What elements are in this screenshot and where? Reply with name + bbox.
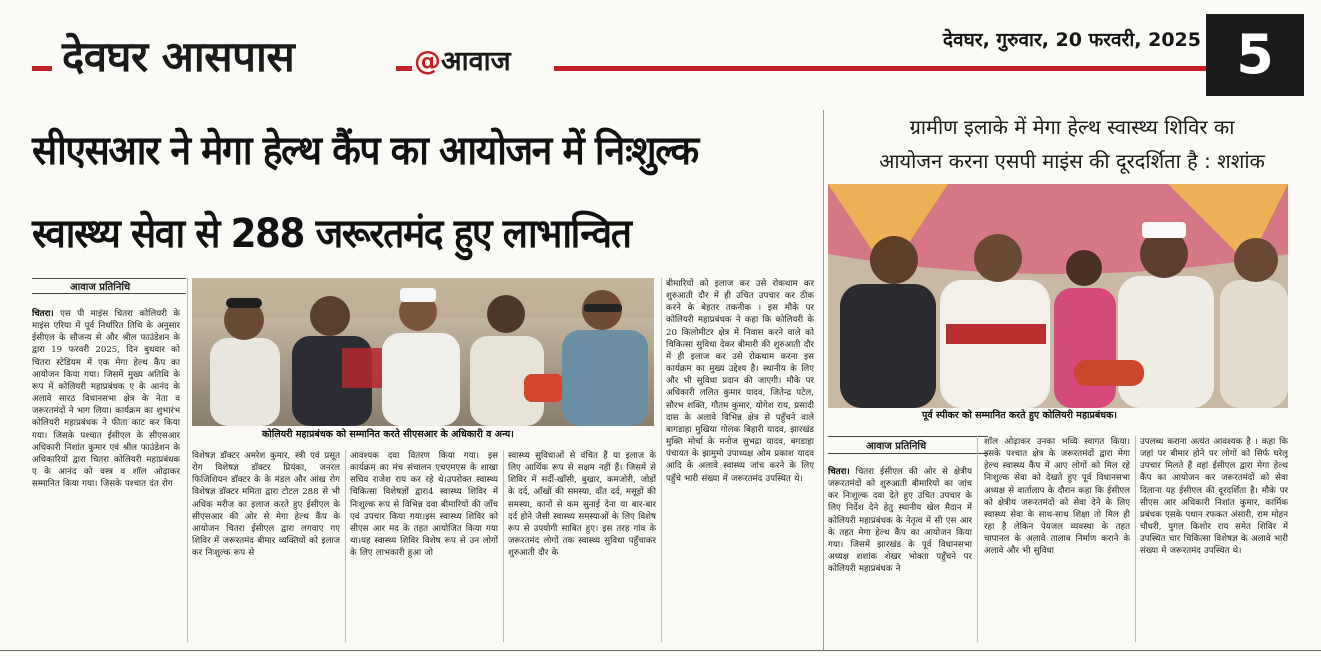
second-photo <box>828 184 1288 408</box>
brand-at: @ <box>414 46 441 77</box>
brand-logo <box>414 42 511 82</box>
second-story-col3 <box>1140 436 1288 642</box>
second-dateline: चितरा। <box>828 467 850 477</box>
main-headline-line2: स्वास्थ्य सेवा से 288 जरूरतमंद हुए लाभान्वित <box>32 211 631 257</box>
col-rule <box>1135 436 1136 642</box>
main-headline <box>32 110 767 276</box>
second-byline: आवाज प्रतिनिधि <box>866 441 927 452</box>
main-story-col3 <box>350 450 498 642</box>
col-rule <box>977 436 978 642</box>
main-headline-line1: सीएसआर ने मेगा हेल्थ कैंप का आयोजन में निःशुल्क <box>32 128 698 174</box>
main-story-col4 <box>508 450 656 642</box>
byline-rule-bottom <box>32 293 186 294</box>
second-col1-text: चितरा ईसीएल की ओर से क्षेत्रीय जरूरतमंदों को शुरुआती बीमारियों का जांच कर निःशुल्क दवा देते हुए उचित उपचार के लिए निर्देश देने हेतु स्थानीय खेल मैदान में कोलियरी महाप्रबंधक के नेतृत्व में सी एस आर के तहत मेगा हेल्थ कैंप का आयोजन किया गया। जिसमें झारखंड के पूर्व विधानसभा अध्यक्ष शशांक शेखर भोक्ता पहुँचने पर कोलियरी महाप्रबंधक ने <box>828 467 972 575</box>
main-photo-caption: कोलियरी महाप्रबंधक को सम्मानित करते सीएसआर के अधिकारी व अन्य। <box>262 429 514 440</box>
main-col1-text: एस पी माइंस चितरा कोलियरी के माइंस एरिया में पूर्व निर्धारित तिथि के अनुसार ईसीएल के सौजन्य से और श्रील फाउंडेशन के द्वारा 19 फरवरी 2025, दिन बुधवार को चितरा स्टेडियम में एक मेगा हेल्थ कैंप का आयोजन किया गया। जिसमें मुख्य अतिथि के रूप में कोलियरी महाप्रबंधक ए के आनंद के अलावे सारठ विधानसभा क्षेत्र के नेता व जरूरतमंदों ने भाग लिया। कार्यक्रम का शुभारंभ कोलियरी महाप्रबंधक ने फीता काट कर किया गया। जिसके पश्चात ईसीएल के सीएसआर अधिकारी निशांत कुमार एवं श्रील फाउंडेशन के अधिकारियों द्वारा चितरा कोलियरी महाप्रबंधक ए के आनंद को वस्त्र व शॉल ओढ़ाकर सम्मानित किया गया। जिसके पश्चात दंत रोग <box>32 309 180 490</box>
page-number: 5 <box>1206 14 1304 96</box>
main-dateline: चितरा। <box>32 309 54 319</box>
main-col4-text: स्वास्थ्य सुविधाओं से वंचित हैं या इलाज के लिए आर्थिक रूप से सक्षम नहीं हैं। जिसमें से शिविर में सर्दी-खाँसी, बुखार, कमजोरी, जोड़ों के दर्द, आँखों की समस्या, दाँत दर्द, मसूड़ों की समस्या, कानों से कम सुनाई देना या बार-बार दर्द होने जैसी स्वास्थ्य समस्याओं के लिए विशेष रूप से उपयोगी साबित हुए। इस तरह गांव के जरूरतमंद लोगों तक स्वास्थ्य सुविधा पहुँचाकर शुरुआती दौर के <box>508 451 656 559</box>
second-headline <box>832 110 1312 178</box>
second-col3-text: उपलब्ध कराना अत्यंत आवश्यक है । कहा कि जहां पर बीमार होने पर लोगों को सिर्फ घरेलू उपचार मिलते हैं वहां ईसीएल द्वारा मेगा हेल्थ कैंप का आयोजन कर जरूरतमंदों को सेवा दिलाना यह ईसीएल की दूरदर्शिता है। मौके पर सीएस आर अधिकारी निशांत कुमार, कार्मिक प्रबंधक एसके पधान रफकत अंसारी, राम मोहन चौधरी, युगल किशोर राय समेत शिविर में उपस्थित चार चिकित्सा विशेषज्ञ के अलावे भारी संख्या में जरूरतमंद उपस्थित थे। <box>1140 437 1288 557</box>
dateline: देवघर, गुरुवार, 20 फरवरी, 2025 <box>942 29 1201 51</box>
main-story-col2 <box>192 450 340 642</box>
header-rule <box>554 66 1206 71</box>
main-col2-text: विशेषज्ञ डॉक्टर अमरेश कुमार, स्त्री एवं प्रसूत रोग विशेषज्ञ डॉक्टर प्रियंका, जनरल फिजिशियन डॉक्टर के के मंडल और आंख रोग विशेषज्ञ डॉक्टर ममिता द्वारा टोटल 288 से भी अधिक मरीज का इलाज करते हुए ईसीएल के सीएसआर की ओर से मेगा हेल्थ कैंप के आयोजन चितरा ईसीएल द्वारा लगवाए गए शिविर में जरूरतमंद बीमार व्यक्तियों को इलाज कर निःशुल्क रूप से <box>192 451 340 559</box>
byline-rule-bottom <box>828 453 988 454</box>
main-story-col1 <box>32 308 180 642</box>
second-story-col1 <box>828 466 972 642</box>
col-rule <box>345 450 346 642</box>
second-headline-line1: ग्रामीण इलाके में मेगा हेल्थ स्वास्थ्य शिविर का <box>909 115 1235 139</box>
col-rule <box>503 450 504 642</box>
second-photo-caption: पूर्व स्पीकर को सम्मानित करते हुए कोलियरी महाप्रबंधक। <box>922 410 1118 421</box>
main-photo-scene <box>192 278 654 426</box>
section-title: देवघर आसपास <box>62 32 295 81</box>
second-headline-line2: आयोजन करना एसपी माइंस की दूरदर्शिता है : शशांक <box>879 149 1265 173</box>
main-col3-text: आवश्यक दवा वितरण किया गया। इस कार्यक्रम का मंच संचालन एचएमएस के शाखा सचिव राजेश राय कर रहे थे।उपरोक्त स्वास्थ्य चिकित्सा विशेषज्ञों द्वारा4 स्वास्थ्य शिविर में निःशुल्क रूप से विभिन्न दवा बीमारियों की जाँच एवं उपचार किया गया।इस स्वास्थ्य शिविर को सीएस आर मद के तहत आयोजित किया गया था।यह स्वास्थ्य शिविर विशेष रूप से उन लोगों के लिए लाभकारी हुआ जो <box>350 451 498 559</box>
section-divider <box>823 110 824 650</box>
main-col5-text: बीमारियों को इलाज कर उसे रोकथाम कर शुरुआती दौर में ही उचित उपचार कर ठीक करने के बेहतर तकनीक । इस मौके पर कोलियरी महाप्रबंधक ने कहा कि कोलियरी के 20 किलोमीटर क्षेत्र में निवास करने वाले को चिकित्सा सुविधा देकर बीमारी की शुरुआती दौर में ही इलाज कर उसे रोकथाम करना इस कार्यक्रम का मुख्य उद्देश्य है। स्थानीय के लिए और भी सुविधा प्रदान की जाएगी। मौके पर अधिकारी ललित कुमार यादव, जितेन्द्र पटेल, सौरभ शक्ति, गौतम कुमार, योगेश राय, प्रसादी दास के अलावे विभिन्न क्षेत्र से पहुँचने वाले बागडाहा मुखिया गोलक बिहारी यादव, झारखंड मुक्ति मोर्चा के मनोज सुभद्रा यादव, बगडाहा पंचायत के झामुमो उपाध्यक्ष ओम प्रकाश यादव आदि के अलावे स्वास्थ्य जांच करने के लिए पहुँचे भारी संख्या में जरूरतमंद उपस्थित थे। <box>666 279 814 484</box>
brand-name: आवाज <box>441 46 511 77</box>
second-col2-text: शॉल ओढ़ाकर उनका भव्यि स्वागत किया। इसके पश्चात क्षेत्र के जरूरतमंदों द्वारा मेगा हेल्थ स्वास्थ्य कैंप में आए लोगों को मिल रहे निःशुल्क सेवा को देखते हुए पूर्व विधानसभा अध्यक्ष से वार्तालाप के दौरान कहा कि ईसीएल को क्षेत्रीय जरूरतमंदों को सेवा देने के लिए स्वास्थ्य सेवा के साथ-साथ शिक्षा तो मिल ही रहा है लेकिन पेयजल व्यवस्था के तहत चापानल के अलावे तालाब निर्माण कराने के अलावे और भी सुविधा <box>984 437 1130 557</box>
second-story-col2 <box>984 436 1130 642</box>
header-dash-mid <box>396 66 412 71</box>
header-dash-left <box>32 66 52 71</box>
page-bottom-rule <box>0 650 1321 651</box>
col-rule <box>661 278 662 642</box>
main-byline: आवाज प्रतिनिधि <box>70 282 131 293</box>
main-story-col5 <box>666 278 814 642</box>
col-rule <box>187 278 188 642</box>
second-photo-scene <box>828 184 1288 408</box>
byline-rule-top <box>828 436 988 437</box>
main-photo <box>192 278 654 426</box>
